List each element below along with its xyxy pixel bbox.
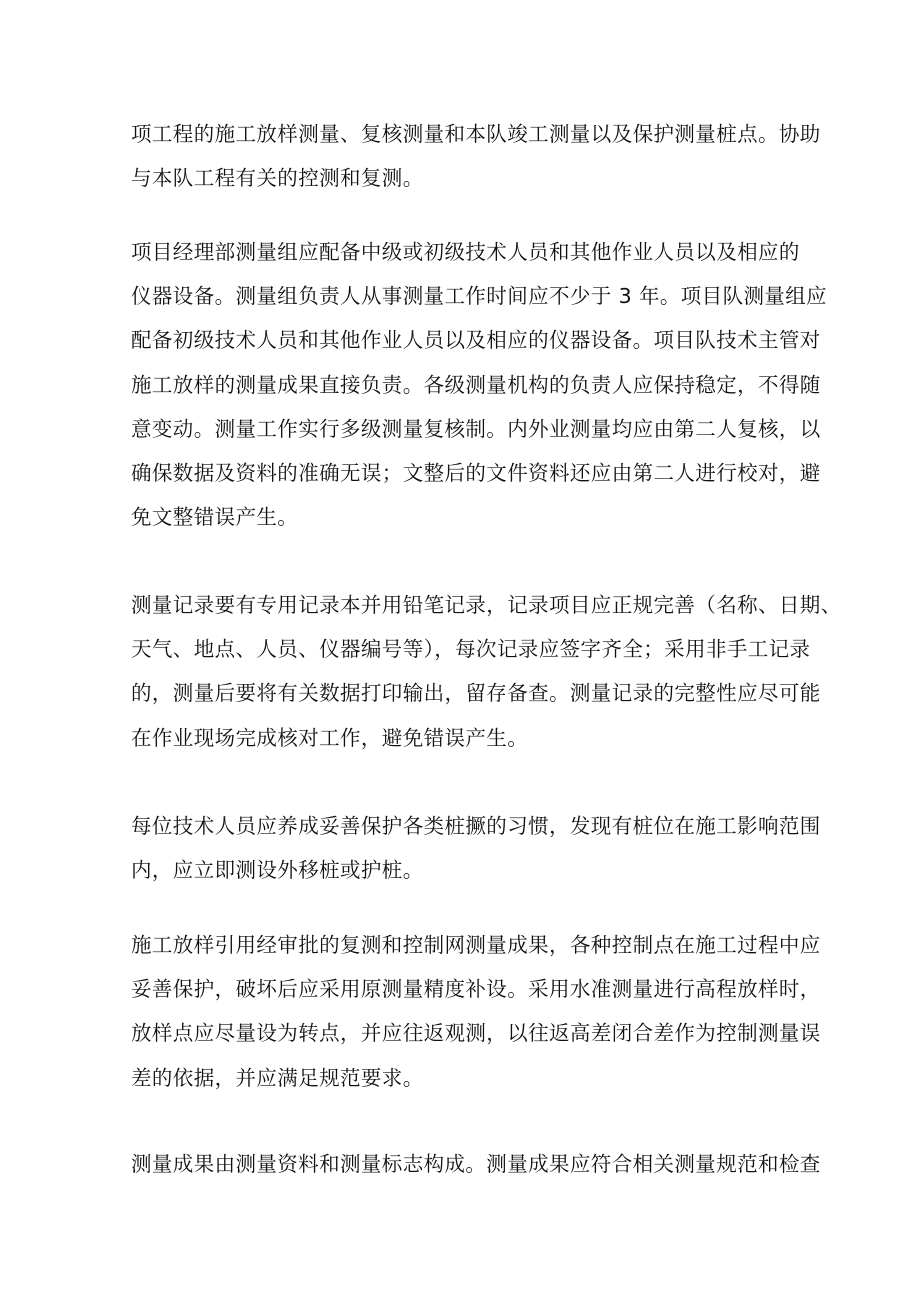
text-line: 仪器设备。测量组负责人从事测量工作时间应不少于 3 年。项目队测量组应 — [131, 284, 828, 309]
text-line: 项工程的施工放样测量、复核测量和本队竣工测量以及保护测量桩点。协助 — [131, 122, 821, 146]
text-line: 测量成果由测量资料和测量标志构成。测量成果应符合相关测量规范和检查 — [131, 1152, 821, 1176]
text-line: 天气、地点、人员、仪器编号等），每次记录应签字齐全；采用非手工记录 — [131, 637, 811, 662]
paragraph-survey-team-staffing — [131, 230, 828, 539]
text-line: 放样点应尽量设为转点，并应往返观测，以往返高差闭合差作为控制测量误 — [131, 1021, 821, 1046]
text-line: 妥善保护，破坏后应采用原测量精度补设。采用水准测量进行高程放样时， — [131, 977, 821, 1002]
paragraph-stakeout-control-points — [131, 923, 821, 1100]
text-line: 配备初级技术人员和其他作业人员以及相应的仪器设备。项目队技术主管对 — [131, 328, 821, 353]
paragraph-construction-survey-scope — [131, 112, 821, 200]
text-line: 与本队工程有关的控测和复测。 — [131, 166, 424, 191]
text-line: 确保数据及资料的准确无误；文整后的文件资料还应由第二人进行校对，避 — [131, 461, 821, 486]
text-line: 施工放样的测量成果直接负责。各级测量机构的负责人应保持稳定，不得随 — [131, 372, 821, 397]
paragraph-survey-results — [131, 1142, 821, 1186]
text-line: 内，应立即测设外移桩或护桩。 — [131, 858, 424, 883]
text-line: 差的依据，并应满足规范要求。 — [131, 1065, 424, 1090]
text-line: 项目经理部测量组应配备中级或初级技术人员和其他作业人员以及相应的 — [131, 240, 800, 264]
text-line: 意变动。测量工作实行多级测量复核制。内外业测量均应由第二人复核，以 — [131, 416, 821, 441]
paragraph-survey-records — [131, 583, 842, 760]
text-line: 免文整错误产生。 — [131, 505, 299, 530]
paragraph-stake-protection — [131, 804, 821, 892]
text-line: 施工放样引用经审批的复测和控制网测量成果，各种控制点在施工过程中应 — [131, 933, 821, 957]
text-line: 在作业现场完成核对工作，避免错误产生。 — [131, 725, 529, 750]
text-line: 的，测量后要将有关数据打印输出，留存备查。测量记录的完整性应尽可能 — [131, 681, 821, 706]
text-line: 测量记录要有专用记录本并用铅笔记录，记录项目应正规完善（名称、日期、 — [131, 593, 842, 617]
text-line: 每位技术人员应养成妥善保护各类桩撅的习惯，发现有桩位在施工影响范围 — [131, 814, 821, 838]
